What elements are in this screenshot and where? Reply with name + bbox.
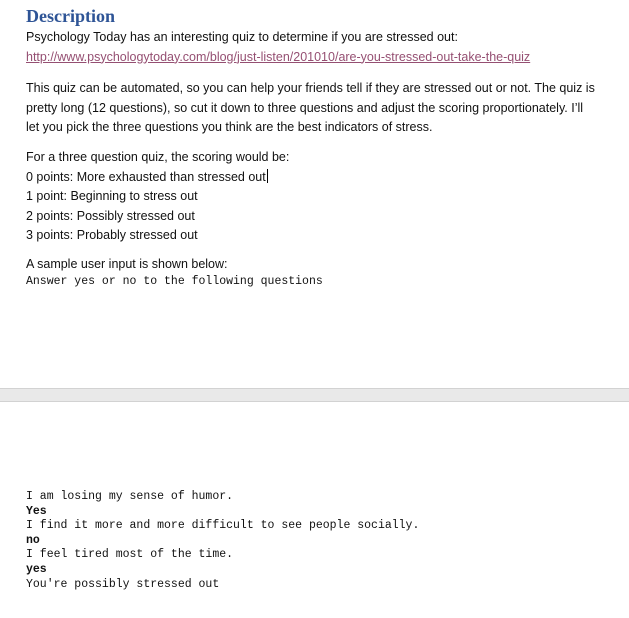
scoring-item-1: 1 point: Beginning to stress out bbox=[26, 189, 198, 203]
intro-text: Psychology Today has an interesting quiz to determine if you are stressed out: bbox=[26, 30, 458, 44]
text-cursor bbox=[267, 169, 268, 183]
page-break bbox=[0, 388, 629, 402]
paragraph-line-3: let you pick the three questions you think are the best indicators of stress. bbox=[26, 120, 433, 134]
question-2: I find it more and more difficult to see people socially. bbox=[26, 519, 420, 532]
scoring-item-0[interactable] bbox=[26, 168, 609, 188]
document-page-2 bbox=[0, 402, 629, 618]
intro-section bbox=[26, 28, 609, 67]
sample-section bbox=[26, 255, 609, 289]
paragraph-line-1: This quiz can be automated, so you can help your friends tell if they are stressed out or not. The quiz is bbox=[26, 81, 595, 95]
question-3: I feel tired most of the time. bbox=[26, 548, 234, 561]
paragraph-line-2: pretty long (12 questions), so cut it down to three questions and adjust the scoring proportionately. I’ll bbox=[26, 100, 584, 115]
instructions-paragraph bbox=[26, 79, 609, 138]
answer-3: yes bbox=[26, 562, 47, 576]
answer-2: no bbox=[26, 533, 40, 547]
scoring-item-2: 2 points: Possibly stressed out bbox=[26, 208, 195, 223]
scoring-item-0-text[interactable]: 0 points: More exhausted than stressed out bbox=[26, 169, 266, 184]
description-heading: Description bbox=[26, 6, 115, 26]
sample-intro: A sample user input is shown below: bbox=[26, 257, 228, 271]
quiz-link[interactable] bbox=[26, 48, 609, 68]
quiz-link-text[interactable]: http://www.psychologytoday.com/blog/just-listen/201010/are-you-stressed-out-take-the-quiz bbox=[26, 49, 531, 64]
result-line: You're possibly stressed out bbox=[26, 578, 220, 591]
answer-1: Yes bbox=[26, 504, 47, 518]
sample-transcript bbox=[26, 490, 609, 593]
question-1: I am losing my sense of humor. bbox=[26, 490, 234, 503]
scoring-intro: For a three question quiz, the scoring would be: bbox=[26, 150, 290, 164]
scoring-item-3: 3 points: Probably stressed out bbox=[26, 228, 198, 242]
scoring-section bbox=[26, 148, 609, 246]
sample-prompt: Answer yes or no to the following questions bbox=[26, 274, 323, 288]
